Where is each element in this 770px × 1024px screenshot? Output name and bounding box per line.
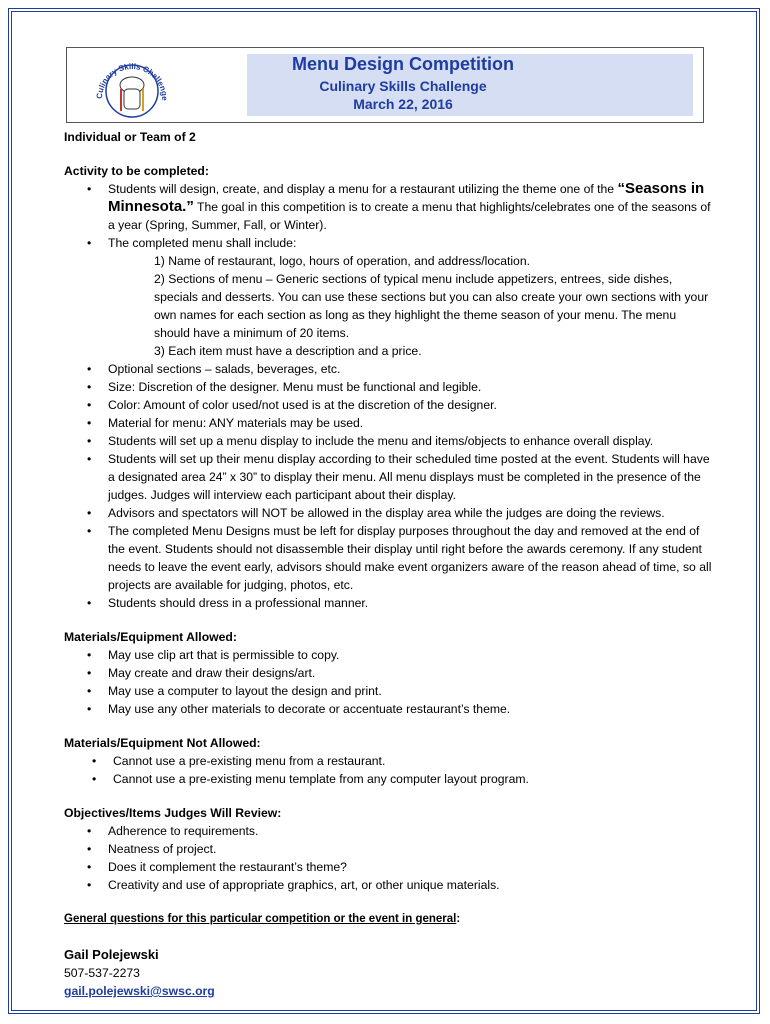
list-item: • Material for menu: ANY materials may be used.	[108, 414, 714, 432]
list-item: • May use clip art that is permissible to copy.	[108, 646, 714, 664]
culinary-logo	[72, 49, 192, 123]
list-item: • May use any other materials to decorate or accentuate restaurant’s theme.	[108, 700, 714, 718]
list-item: • Cannot use a pre-existing menu from a restaurant.	[113, 752, 714, 770]
objectives-heading: Objectives/Items Judges Will Review:	[64, 806, 282, 820]
logo-text: Culinary Skills Challenge	[94, 61, 170, 101]
activity-heading: Activity to be completed:	[64, 164, 209, 178]
allowed-heading: Materials/Equipment Allowed:	[64, 630, 237, 644]
list-item: • The completed Menu Designs must be left for display purposes throughout the day and removed at the end of the event. Students should not disassemble their display until right before the awards ceremony. If any student needs to leave the event early, advisors should make event organizers aware of the reason ahead of time, so all projects are available for judging, photos, etc.	[108, 522, 714, 594]
questions-line	[64, 910, 714, 928]
document-body	[64, 128, 714, 1000]
list-item: • Cannot use a pre-existing menu template from any computer layout program.	[113, 770, 714, 788]
questions-colon: :	[456, 913, 461, 925]
list-item: • Students will set up a menu display to include the menu and items/objects to enhance overall display.	[108, 432, 714, 450]
questions-label: General questions for this particular competition or the event in general	[64, 913, 457, 925]
list-item: • Adherence to requirements.	[108, 822, 714, 840]
team-size: Individual or Team of 2	[64, 130, 196, 144]
list-item: • May use a computer to layout the design and print.	[108, 682, 714, 700]
event-date: March 22, 2016	[353, 96, 453, 112]
list-item: • May create and draw their designs/art.	[108, 664, 714, 682]
not-allowed-heading: Materials/Equipment Not Allowed:	[64, 736, 261, 750]
list-item: • Color: Amount of color used/not used is at the discretion of the designer.	[108, 396, 714, 414]
season-theme: “Seasons in Minnesota.”	[108, 180, 705, 215]
list-item-text: The goal in this competition is to create a menu that highlights/celebrates one of the seasons of a year (Spring, Summer, Fall, or Winter).	[108, 200, 711, 232]
list-item-text: Students will design, create, and display a menu for a restaurant utilizing the theme one of the	[108, 182, 618, 196]
page-subtitle: Culinary Skills Challenge	[319, 78, 487, 94]
list-item: • Neatness of project.	[108, 840, 714, 858]
contact-phone: 507-537-2273	[64, 966, 140, 980]
objectives-list	[64, 822, 714, 894]
sub-item: 2) Sections of menu – Generic sections of typical menu include appetizers, entrees, side dishes, specials and desserts. You can use these sections but you can also create your own sections with your own names for each section as long as they highlight the theme season of your menu. The menu should have a minimum of 20 items.	[154, 272, 709, 340]
list-item	[108, 234, 714, 360]
contact-email-link[interactable]: gail.polejewski@swsc.org	[64, 984, 215, 998]
sub-item: 1) Name of restaurant, logo, hours of operation, and address/location.	[154, 254, 531, 268]
list-item: • Size: Discretion of the designer. Menu must be functional and legible.	[108, 378, 714, 396]
page-title: Menu Design Competition	[292, 54, 514, 74]
list-item: • Creativity and use of appropriate graphics, art, or other unique materials.	[108, 876, 714, 894]
list-item: • Optional sections – salads, beverages, etc.	[108, 360, 714, 378]
activity-list	[64, 180, 714, 612]
list-item: • Advisors and spectators will NOT be allowed in the display area while the judges are doing the reviews.	[108, 504, 714, 522]
list-item: • Students should dress in a professional manner.	[108, 594, 714, 612]
sub-item: 3) Each item must have a description and a price.	[154, 344, 422, 358]
chef-body-icon	[124, 89, 140, 109]
list-item-text: The completed menu shall include:	[108, 236, 297, 250]
not-allowed-list	[64, 752, 714, 788]
allowed-list	[64, 646, 714, 718]
contact-name: Gail Polejewski	[64, 947, 159, 962]
list-item: • Students will set up their menu display according to their scheduled time posted at the event. Students will have a designated area 24” x 30” to display their menu. All menu displays must be completed in the presence of the judges. Judges will interview each participant about their display.	[108, 450, 714, 504]
list-item: • Does it complement the restaurant’s theme?	[108, 858, 714, 876]
list-item	[108, 180, 714, 234]
